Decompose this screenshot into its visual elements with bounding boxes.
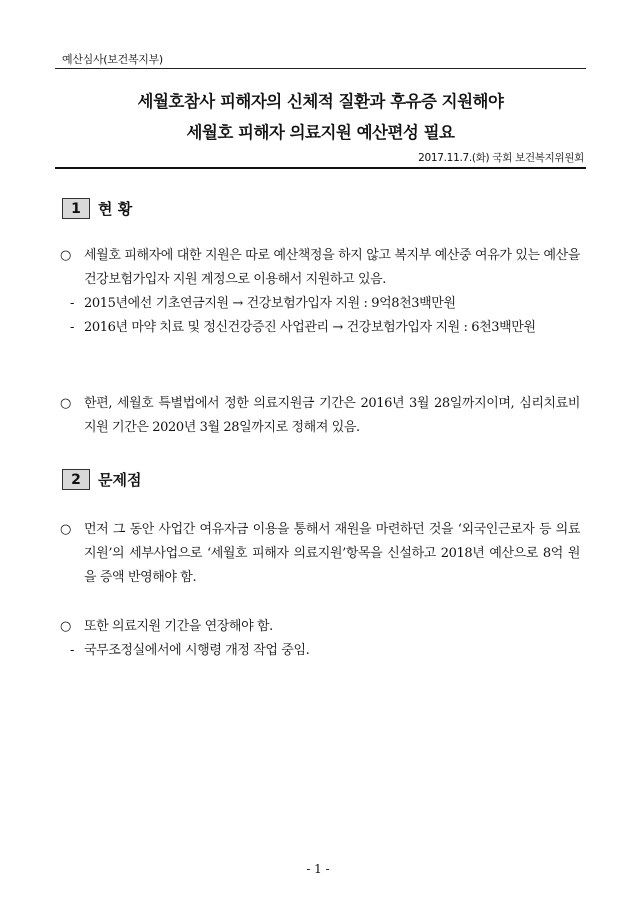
section-label: 문제점 xyxy=(98,471,142,489)
document-category-tag: 예산심사(보건복지부) xyxy=(62,53,163,66)
section-label: 현 황 xyxy=(98,200,133,218)
circle-bullet-icon: ○ xyxy=(60,522,71,537)
circle-bullet-icon: ○ xyxy=(60,396,71,411)
circle-bullet-icon: ○ xyxy=(60,619,71,634)
circle-bullet-icon: ○ xyxy=(60,248,71,263)
section-2-bullet-2 xyxy=(60,615,580,663)
section-2-bullet-1 xyxy=(60,518,580,590)
document-title-line-2: 세월호 피해자 의료지원 예산편성 필요 xyxy=(186,123,455,142)
document-title-line-1: 세월호참사 피해자의 신체적 질환과 후유증 지원해야 xyxy=(137,92,504,111)
bullet-text: 한편, 세월호 특별법에서 정한 의료지원금 기간은 2016년 3월 28일까지이며, 심리치료비 지원 기간은 2020년 3월 28일까지로 정해져 있음. xyxy=(84,396,580,435)
sub-item-text: 2016년 마약 치료 및 정신건강증진 사업관리 → 건강보험가입자 지원 : 6천3백만원 xyxy=(84,320,536,335)
section-header-status xyxy=(62,198,132,219)
section-header-problems xyxy=(62,469,141,490)
page-number: - 1 - xyxy=(306,862,330,876)
sub-item-text: 국무조정실에서에 시행령 개정 작업 중임. xyxy=(84,643,310,658)
section-1-bullet-2 xyxy=(60,392,580,440)
title-bottom-rule xyxy=(55,167,586,169)
bullet-text: 먼저 그 동안 사업간 여유자금 이용을 통해서 재원을 마련하던 것을 ‘외국인근로자 등 의료지원’의 세부사업으로 ‘세월호 피해자 의료지원’항목을 신설하고 2018년 예산으로 8억 원을 증액 반영해야 함. xyxy=(84,522,580,585)
section-1-bullet-1 xyxy=(60,244,580,340)
sub-item: - 국무조정실에서에 시행령 개정 작업 중임. xyxy=(60,639,580,663)
bullet-text: 또한 의료지원 기간을 연장해야 함. xyxy=(84,619,273,634)
bullet-text: 세월호 피해자에 대한 지원은 따로 예산책정을 하지 않고 복지부 예산중 여유가 있는 예산을 건강보험가입자 지원 계정으로 이용해서 지원하고 있음. xyxy=(84,248,580,287)
sub-item: - 2015년에선 기초연금지원 → 건강보험가입자 지원 : 9억8천3백만원 xyxy=(60,292,580,316)
document-dateline: 2017.11.7.(화) 국회 보건복지위원회 xyxy=(418,152,584,164)
sub-item: - 2016년 마약 치료 및 정신건강증진 사업관리 → 건강보험가입자 지원 : 6천3백만원 xyxy=(60,316,580,340)
sub-item-text: 2015년에선 기초연금지원 → 건강보험가입자 지원 : 9억8천3백만원 xyxy=(84,296,456,311)
section-number-box: 2 xyxy=(62,469,90,490)
section-number-box: 1 xyxy=(62,198,90,219)
top-rule xyxy=(55,68,586,69)
